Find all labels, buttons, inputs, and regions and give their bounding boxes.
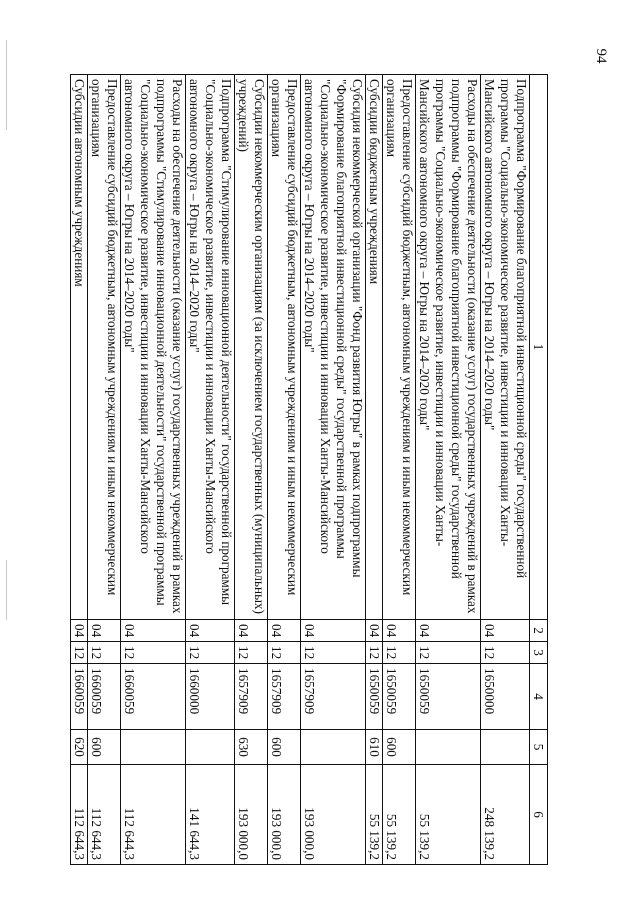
row-rz-cell: 04 <box>88 620 121 642</box>
row-csr-cell: 1650059 <box>416 664 481 730</box>
row-pr-cell: 12 <box>235 642 268 664</box>
row-csr-cell: 1657909 <box>268 664 301 730</box>
row-sum-cell: 193 000,0 <box>268 765 301 865</box>
row-rz-cell: 04 <box>383 620 416 642</box>
row-name-cell: Предоставление субсидий бюджетным, автономным учреждениям и иным некоммерческим организациям <box>88 75 121 620</box>
row-vr-cell: 600 <box>383 730 416 765</box>
row-pr-cell: 12 <box>121 642 186 664</box>
row-csr-cell: 1650059 <box>366 664 383 730</box>
row-name-cell: Предоставление субсидий бюджетным, автономным учреждениям и иным некоммерческим организациям <box>383 75 416 620</box>
row-sum-cell: 141 644,3 <box>186 765 235 865</box>
row-csr-cell: 1660059 <box>71 664 88 730</box>
row-pr-cell: 12 <box>416 642 481 664</box>
row-vr-cell: 610 <box>366 730 383 765</box>
table-row <box>186 75 235 865</box>
row-csr-cell: 1650059 <box>383 664 416 730</box>
row-name-cell: Субсидии некоммерческим организациям (за исключением государственных (муниципальных) учреждений) <box>235 75 268 620</box>
row-sum-cell: 112 644,3 <box>88 765 121 865</box>
row-rz-cell: 04 <box>186 620 235 642</box>
page-edge-mark <box>6 560 7 620</box>
row-csr-cell: 1660059 <box>88 664 121 730</box>
row-pr-cell: 12 <box>186 642 235 664</box>
row-rz-cell: 04 <box>71 620 88 642</box>
table-row <box>121 75 186 865</box>
row-rz-cell: 04 <box>481 620 530 642</box>
row-vr-cell: 600 <box>88 730 121 765</box>
row-sum-cell: 248 139,2 <box>481 765 530 865</box>
table-row <box>268 75 301 865</box>
row-vr-cell <box>416 730 481 765</box>
row-sum-cell: 193 000,0 <box>235 765 268 865</box>
row-sum-cell: 112 644,3 <box>71 765 88 865</box>
row-name-cell: Подпрограмма "Стимулирование инновационной деятельности" государственной программы "Социально-экономическое развитие, инвестиции и инновации Ханты-Мансийского автономного округа – Югры на 2014–2020 годы" <box>186 75 235 620</box>
row-name-cell: Расходы на обеспечение деятельности (оказание услуг) государственных учреждений в рамках подпрограммы "Формирование благоприятной инвестиционной среды" государственной программы "Социально-экономическое развитие, инвестиции и инновации Ханты-Мансийского автономного округа – Югры на 2014–2020 годы" <box>416 75 481 620</box>
row-vr-cell <box>121 730 186 765</box>
row-vr-cell <box>186 730 235 765</box>
row-vr-cell: 630 <box>235 730 268 765</box>
row-pr-cell: 12 <box>88 642 121 664</box>
row-name-cell: Подпрограмма "Формирование благоприятной инвестиционной среды" государственной программы "Социально-экономическое развитие, инвестиции и инновации Ханты-Мансийского автономного округа – Югры на 2014–2020 годы" <box>481 75 530 620</box>
row-vr-cell <box>301 730 366 765</box>
row-pr-cell: 12 <box>383 642 416 664</box>
row-csr-cell: 1657909 <box>235 664 268 730</box>
row-rz-cell: 04 <box>301 620 366 642</box>
table-row <box>383 75 416 865</box>
row-pr-cell: 12 <box>481 642 530 664</box>
page-number: 94 <box>593 48 609 64</box>
table-row <box>416 75 481 865</box>
row-sum-cell: 112 644,3 <box>121 765 186 865</box>
table-header-row <box>530 75 548 865</box>
row-name-cell: Расходы на обеспечение деятельности (оказание услуг) государственных учреждений в рамках подпрограммы "Стимулирование инновационной деятельности" государственной программы "Социально-экономическое развитие, инвестиции и инновации Ханты-Мансийского автономного округа – Югры на 2014–2020 годы" <box>121 75 186 620</box>
row-pr-cell: 12 <box>268 642 301 664</box>
row-csr-cell: 1650000 <box>481 664 530 730</box>
header-col-5: 5 <box>530 730 548 765</box>
row-rz-cell: 04 <box>121 620 186 642</box>
budget-table <box>70 74 548 865</box>
table-row <box>71 75 88 865</box>
table-row <box>88 75 121 865</box>
row-name-cell: Субсидии автономным учреждениям <box>71 75 88 620</box>
row-csr-cell: 1657909 <box>301 664 366 730</box>
row-pr-cell: 12 <box>366 642 383 664</box>
row-sum-cell: 55 139,2 <box>383 765 416 865</box>
header-col-2: 2 <box>530 620 548 642</box>
table-row <box>366 75 383 865</box>
table-row <box>481 75 530 865</box>
row-rz-cell: 04 <box>366 620 383 642</box>
table-row <box>235 75 268 865</box>
header-col-3: 3 <box>530 642 548 664</box>
budget-table-rotated <box>72 74 548 864</box>
row-csr-cell: 1660059 <box>121 664 186 730</box>
row-rz-cell: 04 <box>235 620 268 642</box>
table-row <box>301 75 366 865</box>
row-name-cell: Субсидии бюджетным учреждениям <box>366 75 383 620</box>
row-sum-cell: 193 000,0 <box>301 765 366 865</box>
header-col-4: 4 <box>530 664 548 730</box>
header-col-1: 1 <box>530 75 548 620</box>
row-csr-cell: 1660000 <box>186 664 235 730</box>
row-pr-cell: 12 <box>71 642 88 664</box>
header-col-6: 6 <box>530 765 548 865</box>
row-vr-cell <box>481 730 530 765</box>
row-name-cell: Предоставление субсидий бюджетным, автономным учреждениям и иным некоммерческим организациям <box>268 75 301 620</box>
page-edge-mark <box>6 40 7 130</box>
row-rz-cell: 04 <box>268 620 301 642</box>
row-vr-cell: 620 <box>71 730 88 765</box>
row-name-cell: Субсидия некоммерческой организации "Фонд развития Югры" в рамках подпрограммы "Формирование благоприятной инвестиционной среды" государственной программы "Социально-экономическое развитие, инвестиции и инновации Ханты-Мансийского автономного округа – Югры на 2014–2020 годы" <box>301 75 366 620</box>
row-sum-cell: 55 139,2 <box>366 765 383 865</box>
row-vr-cell: 600 <box>268 730 301 765</box>
row-pr-cell: 12 <box>301 642 366 664</box>
row-sum-cell: 55 139,2 <box>416 765 481 865</box>
row-rz-cell: 04 <box>416 620 481 642</box>
